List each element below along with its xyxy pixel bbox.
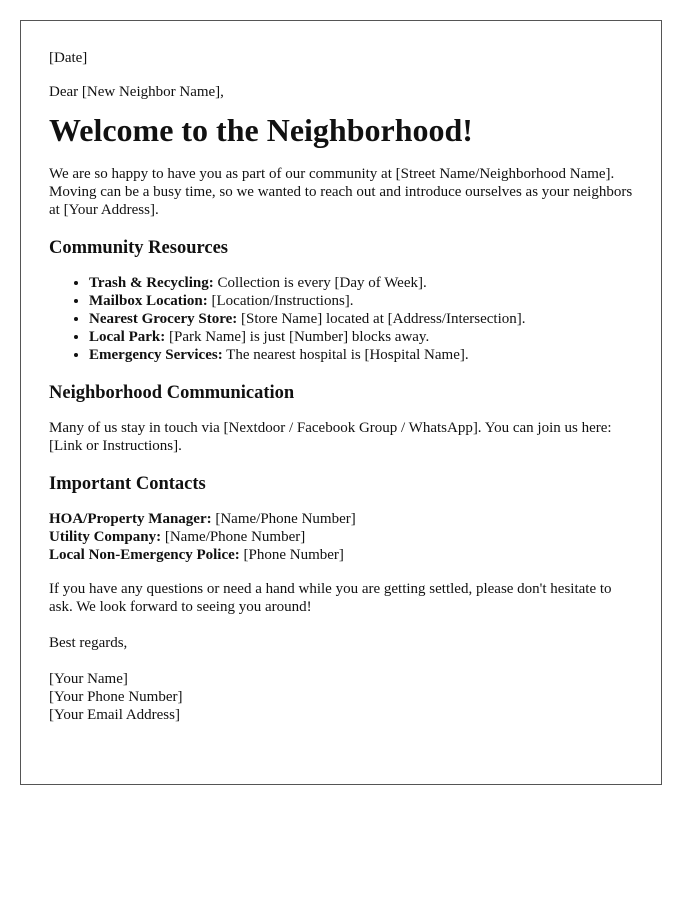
- community-resources-heading: Community Resources: [49, 238, 228, 258]
- letter: [20, 20, 662, 785]
- signature-email: [Your Email Address]: [49, 707, 180, 723]
- neighborhood-communication-heading: Neighborhood Communication: [49, 383, 295, 403]
- signature-phone: [Your Phone Number]: [49, 689, 183, 705]
- contacts-block: [49, 510, 633, 564]
- contact-value: [Name/Phone Number]: [211, 511, 356, 527]
- resource-label: Emergency Services:: [89, 347, 223, 363]
- sign-off: Best regards,: [49, 635, 128, 651]
- list-item: [89, 274, 633, 292]
- contact-line: [49, 510, 633, 528]
- intro-paragraph: We are so happy to have you as part of our community at [Street Name/Neighborhood Name]. Moving can be a busy time, so we wanted to reach out and introduce ourselves as your neighbors at [Your Address].: [49, 166, 633, 218]
- contact-label: Local Non-Emergency Police:: [49, 547, 240, 563]
- communication-paragraph: Many of us stay in touch via [Nextdoor / Facebook Group / WhatsApp]. You can join us here: [Link or Instructions].: [49, 420, 612, 454]
- contact-value: [Name/Phone Number]: [161, 529, 306, 545]
- resource-label: Trash & Recycling:: [89, 275, 214, 291]
- contact-value: [Phone Number]: [239, 547, 344, 563]
- important-contacts-heading: Important Contacts: [49, 474, 206, 494]
- resource-text: The nearest hospital is [Hospital Name].: [222, 347, 469, 363]
- resource-label: Mailbox Location:: [89, 293, 208, 309]
- community-resources-list: [49, 274, 633, 364]
- contact-line: [49, 546, 633, 564]
- list-item: [89, 346, 633, 364]
- contact-label: Utility Company:: [49, 529, 162, 545]
- contact-line: [49, 528, 633, 546]
- closing-paragraph: If you have any questions or need a hand while you are getting settled, please don't hesitate to ask. We look forward to seeing you around!: [49, 581, 612, 615]
- resource-text: Collection is every [Day of Week].: [213, 275, 427, 291]
- resource-text: [Park Name] is just [Number] blocks away.: [165, 329, 430, 345]
- resource-text: [Location/Instructions].: [207, 293, 354, 309]
- salutation: Dear [New Neighbor Name],: [49, 84, 224, 100]
- signature-name: [Your Name]: [49, 671, 128, 687]
- letter-title: Welcome to the Neighborhood!: [49, 112, 473, 148]
- signature-block: [49, 670, 633, 724]
- resource-text: [Store Name] located at [Address/Intersection].: [237, 311, 526, 327]
- resource-label: Local Park:: [89, 329, 166, 345]
- resource-label: Nearest Grocery Store:: [89, 311, 238, 327]
- list-item: [89, 292, 633, 310]
- letter-date: [Date]: [49, 50, 88, 66]
- list-item: [89, 310, 633, 328]
- list-item: [89, 328, 633, 346]
- contact-label: HOA/Property Manager:: [49, 511, 212, 527]
